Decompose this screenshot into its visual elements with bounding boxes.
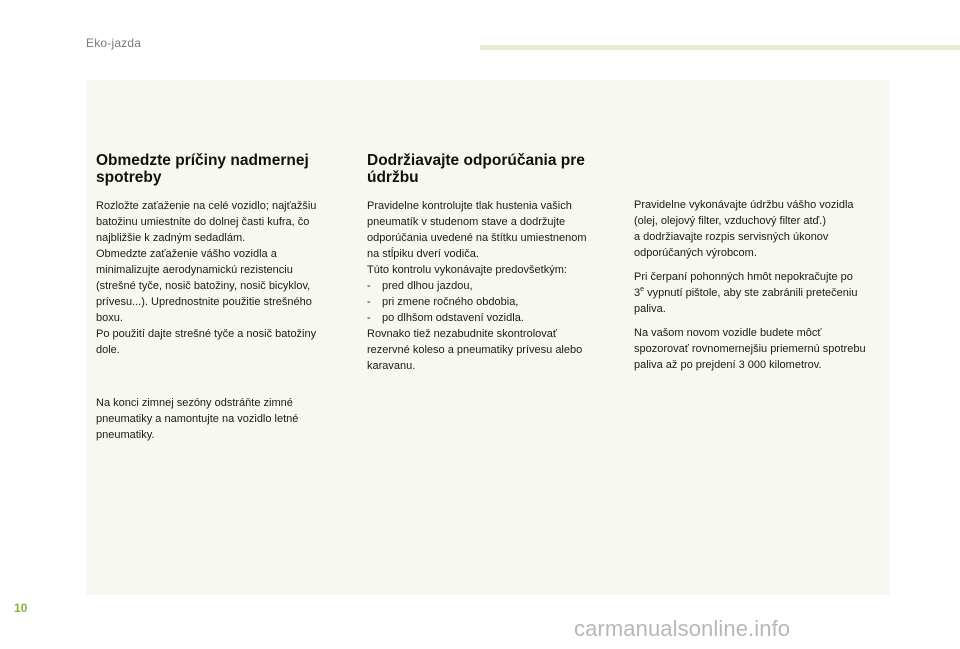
text-line: batožinu umiestnite do dolnej časti kufra, čo — [96, 216, 310, 228]
text-line: pneumatiky. — [96, 429, 155, 441]
heading-line: údržbu — [367, 169, 419, 186]
heading-line: Dodržiavajte odporúčania pre — [367, 152, 585, 169]
heading-line: spotreby — [96, 169, 162, 186]
text-line — [634, 285, 857, 301]
text-line: rezervné koleso a pneumatiky prívesu alebo — [367, 344, 583, 356]
text-line: Pravidelne kontrolujte tlak hustenia vašich — [367, 200, 572, 212]
text-line: Na vašom novom vozidle budete môcť — [634, 327, 822, 339]
paragraph-service-schedule — [634, 197, 854, 261]
text-line: Rovnako tiež nezabudnite skontrolovať — [367, 328, 558, 340]
text-line: Po použití dajte strešné tyče a nosič batožiny — [96, 328, 317, 340]
bullet-marker: - — [367, 280, 371, 292]
text-fragment: vypnutí pištole, aby ste zabránili pretečeniu — [644, 287, 858, 299]
page-number: 10 — [14, 601, 28, 615]
text-line: (strešné tyče, nosič batožiny, nosič bicyklov, — [96, 280, 311, 292]
paragraph-winter-tyres — [96, 395, 298, 443]
text-line: Na konci zimnej sezóny odstráňte zimné — [96, 397, 293, 409]
list-item — [367, 310, 587, 326]
text-line: odporúčania uvedené na štítku umiestnenom — [367, 232, 587, 244]
text-line: paliva. — [634, 303, 666, 315]
text-line: dole. — [96, 344, 120, 356]
text-line: Rozložte zaťaženie na celé vozidlo; najťažšiu — [96, 200, 317, 212]
paragraph-load-distribution — [96, 198, 316, 358]
paragraph-tyre-pressure — [367, 198, 587, 374]
text-line: (olej, olejový filter, vzduchový filter atď.) — [634, 215, 827, 227]
heading-maintenance — [367, 152, 585, 186]
list-item-text: pri zmene ročného obdobia, — [382, 296, 519, 308]
text-line: Pravidelne vykonávajte údržbu vášho vozidla — [634, 199, 854, 211]
text-line: Túto kontrolu vykonávajte predovšetkým: — [367, 264, 567, 276]
text-line: prívesu...). Uprednostnite použitie strešného — [96, 296, 312, 308]
text-line: Obmedzte zaťaženie vášho vozidla a — [96, 248, 277, 260]
content-panel — [86, 80, 890, 595]
text-line: a dodržiavajte rozpis servisných úkonov — [634, 231, 829, 243]
list-item — [367, 278, 587, 294]
text-line: minimalizujte aerodynamickú rezistenciu — [96, 264, 293, 276]
text-line: paliva až po prejdení 3 000 kilometrov. — [634, 359, 822, 371]
heading-reduce-consumption — [96, 152, 309, 186]
ordinal-number: 3 — [634, 287, 641, 299]
text-line: na stĺpiku dverí vodiča. — [367, 248, 479, 260]
text-line: odporúčaných výrobcom. — [634, 247, 757, 259]
text-line: pneumatiky a namontujte na vozidlo letné — [96, 413, 299, 425]
list-item-text: pred dlhou jazdou, — [382, 280, 473, 292]
ordinal-superscript: e — [640, 286, 645, 293]
bullet-marker: - — [367, 296, 371, 308]
text-line: pneumatík v studenom stave a dodržujte — [367, 216, 566, 228]
text-line: karavanu. — [367, 360, 416, 372]
section-title: Eko-jazda — [86, 36, 142, 50]
heading-line: Obmedzte príčiny nadmernej — [96, 152, 309, 169]
header-accent-bar — [480, 45, 960, 50]
text-line: najbližšie k zadným sedadlám. — [96, 232, 246, 244]
text-line: boxu. — [96, 312, 123, 324]
watermark: carmanualsonline.info — [574, 616, 791, 641]
text-line: Pri čerpaní pohonných hmôt nepokračujte po — [634, 271, 853, 283]
text-line: spozorovať rovnomernejšiu priemernú spotrebu — [634, 343, 866, 355]
paragraph-refuelling — [634, 269, 857, 317]
list-item-text: po dlhšom odstavení vozidla. — [382, 312, 524, 324]
list-item — [367, 294, 587, 310]
bullet-marker: - — [367, 312, 371, 324]
paragraph-new-vehicle — [634, 325, 866, 373]
